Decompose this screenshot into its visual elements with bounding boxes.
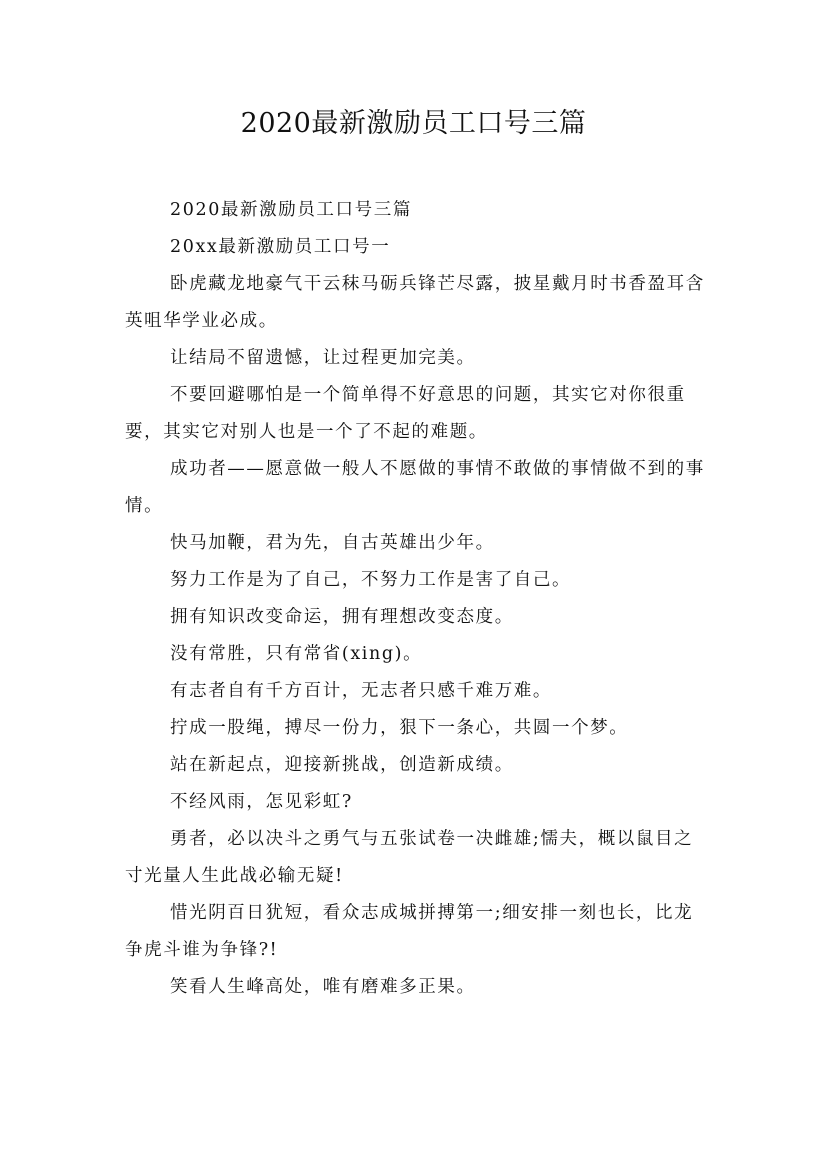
paragraph-15: 勇者，必以决斗之勇气与五张试卷一决雌雄;懦夫，概以鼠目之寸光量人生此战必输无疑! bbox=[125, 829, 694, 886]
document-title: 2020最新激励员工口号三篇 bbox=[240, 108, 587, 139]
paragraph-5: 不要回避哪怕是一个简单得不好意思的问题，其实它对你很重要，其实它对别人也是一个了不起的难题。 bbox=[125, 385, 686, 442]
paragraph-7: 快马加鞭，君为先，自古英雄出少年。 bbox=[170, 533, 495, 553]
paragraph-10: 没有常胜，只有常省(xing)。 bbox=[170, 644, 423, 664]
paragraph-16: 惜光阴百日犹短，看众志成城拼搏第一;细安排一刻也长，比龙争虎斗谁为争锋?! bbox=[125, 903, 694, 960]
paragraph-12: 拧成一股绳，搏尽一份力，狠下一条心，共圆一个梦。 bbox=[170, 718, 629, 738]
paragraph-3: 卧虎藏龙地豪气干云秣马砺兵锋芒尽露，披星戴月时书香盈耳含英咀华学业必成。 bbox=[125, 274, 705, 331]
paragraph-8: 努力工作是为了自己，不努力工作是害了自己。 bbox=[170, 570, 572, 590]
paragraph-13: 站在新起点，迎接新挑战，创造新成绩。 bbox=[170, 755, 514, 775]
paragraph-14: 不经风雨，怎见彩虹? bbox=[170, 792, 353, 812]
paragraph-2: 20xx最新激励员工口号一 bbox=[170, 237, 391, 257]
document-body bbox=[125, 192, 705, 1006]
paragraph-4: 让结局不留遗憾，让过程更加完美。 bbox=[170, 348, 476, 368]
paragraph-11: 有志者自有千方百计，无志者只感千难万难。 bbox=[170, 681, 552, 701]
paragraph-9: 拥有知识改变命运，拥有理想改变态度。 bbox=[170, 607, 514, 627]
paragraph-6: 成功者——愿意做一般人不愿做的事情不敢做的事情做不到的事情。 bbox=[125, 459, 705, 516]
paragraph-17: 笑看人生峰高处，唯有磨难多正果。 bbox=[170, 977, 476, 997]
paragraph-1: 2020最新激励员工口号三篇 bbox=[170, 200, 412, 220]
